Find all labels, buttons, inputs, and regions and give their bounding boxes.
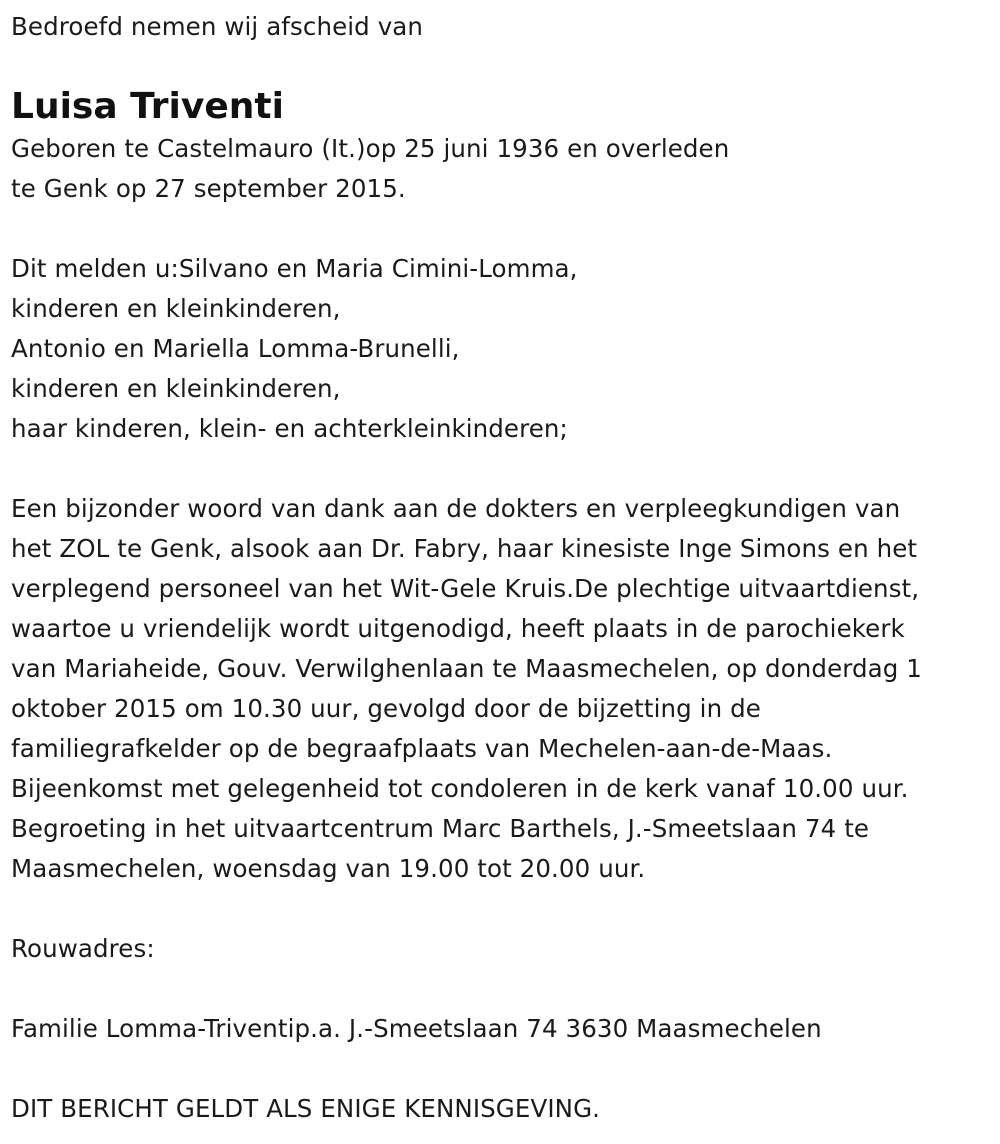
paragraph-line: familiegrafkelder op de begraafplaats van Mechelen-aan-de-Maas. (11, 734, 833, 763)
intro-text: Bedroefd nemen wij afscheid van (11, 12, 424, 41)
spacer (11, 209, 996, 249)
paragraph-line: Begroeting in het uitvaartcentrum Marc Barthels, J.-Smeetslaan 74 te (11, 814, 870, 843)
paragraph-line: Bijeenkomst met gelegenheid tot condoleren in de kerk vanaf 10.00 uur. (11, 774, 909, 803)
thanks-and-service-block (11, 489, 996, 889)
paragraph-line: oktober 2015 om 10.30 uur, gevolgd door de bijzetting in de (11, 694, 761, 723)
mourning-address: Familie Lomma-Triventip.a. J.-Smeetslaan 74 3630 Maasmechelen (11, 1014, 822, 1043)
birth-death-line: te Genk op 27 september 2015. (11, 174, 406, 203)
paragraph-line: waartoe u vriendelijk wordt uitgenodigd, heeft plaats in de parochiekerk (11, 614, 905, 643)
announcer-line: Antonio en Mariella Lomma-Brunelli, (11, 334, 460, 363)
spacer (11, 449, 996, 489)
spacer (11, 889, 996, 929)
spacer (11, 1049, 996, 1089)
closing-notice: DIT BERICHT GELDT ALS ENIGE KENNISGEVING. (11, 1094, 601, 1123)
deceased-name: Luisa Triventi (11, 86, 284, 127)
spacer (11, 969, 996, 1009)
paragraph-line: verplegend personeel van het Wit-Gele Kruis.De plechtige uitvaartdienst, (11, 574, 920, 603)
obituary-notice (11, 0, 996, 1129)
birth-death-line: Geboren te Castelmauro (It.)op 25 juni 1936 en overleden (11, 134, 730, 163)
announcer-line: haar kinderen, klein- en achterkleinkinderen; (11, 414, 568, 443)
paragraph-line: Maasmechelen, woensdag van 19.00 tot 20.00 uur. (11, 854, 646, 883)
announcer-line: kinderen en kleinkinderen, (11, 294, 341, 323)
address-label: Rouwadres: (11, 934, 155, 963)
birth-death-block (11, 129, 996, 209)
announcers-block (11, 249, 996, 449)
paragraph-line: Een bijzonder woord van dank aan de dokters en verpleegkundigen van (11, 494, 901, 523)
announcer-line: Dit melden u:Silvano en Maria Cimini-Lomma, (11, 254, 578, 283)
paragraph-line: van Mariaheide, Gouv. Verwilghenlaan te Maasmechelen, op donderdag 1 (11, 654, 922, 683)
paragraph-line: het ZOL te Genk, alsook aan Dr. Fabry, haar kinesiste Inge Simons en het (11, 534, 918, 563)
announcer-line: kinderen en kleinkinderen, (11, 374, 341, 403)
